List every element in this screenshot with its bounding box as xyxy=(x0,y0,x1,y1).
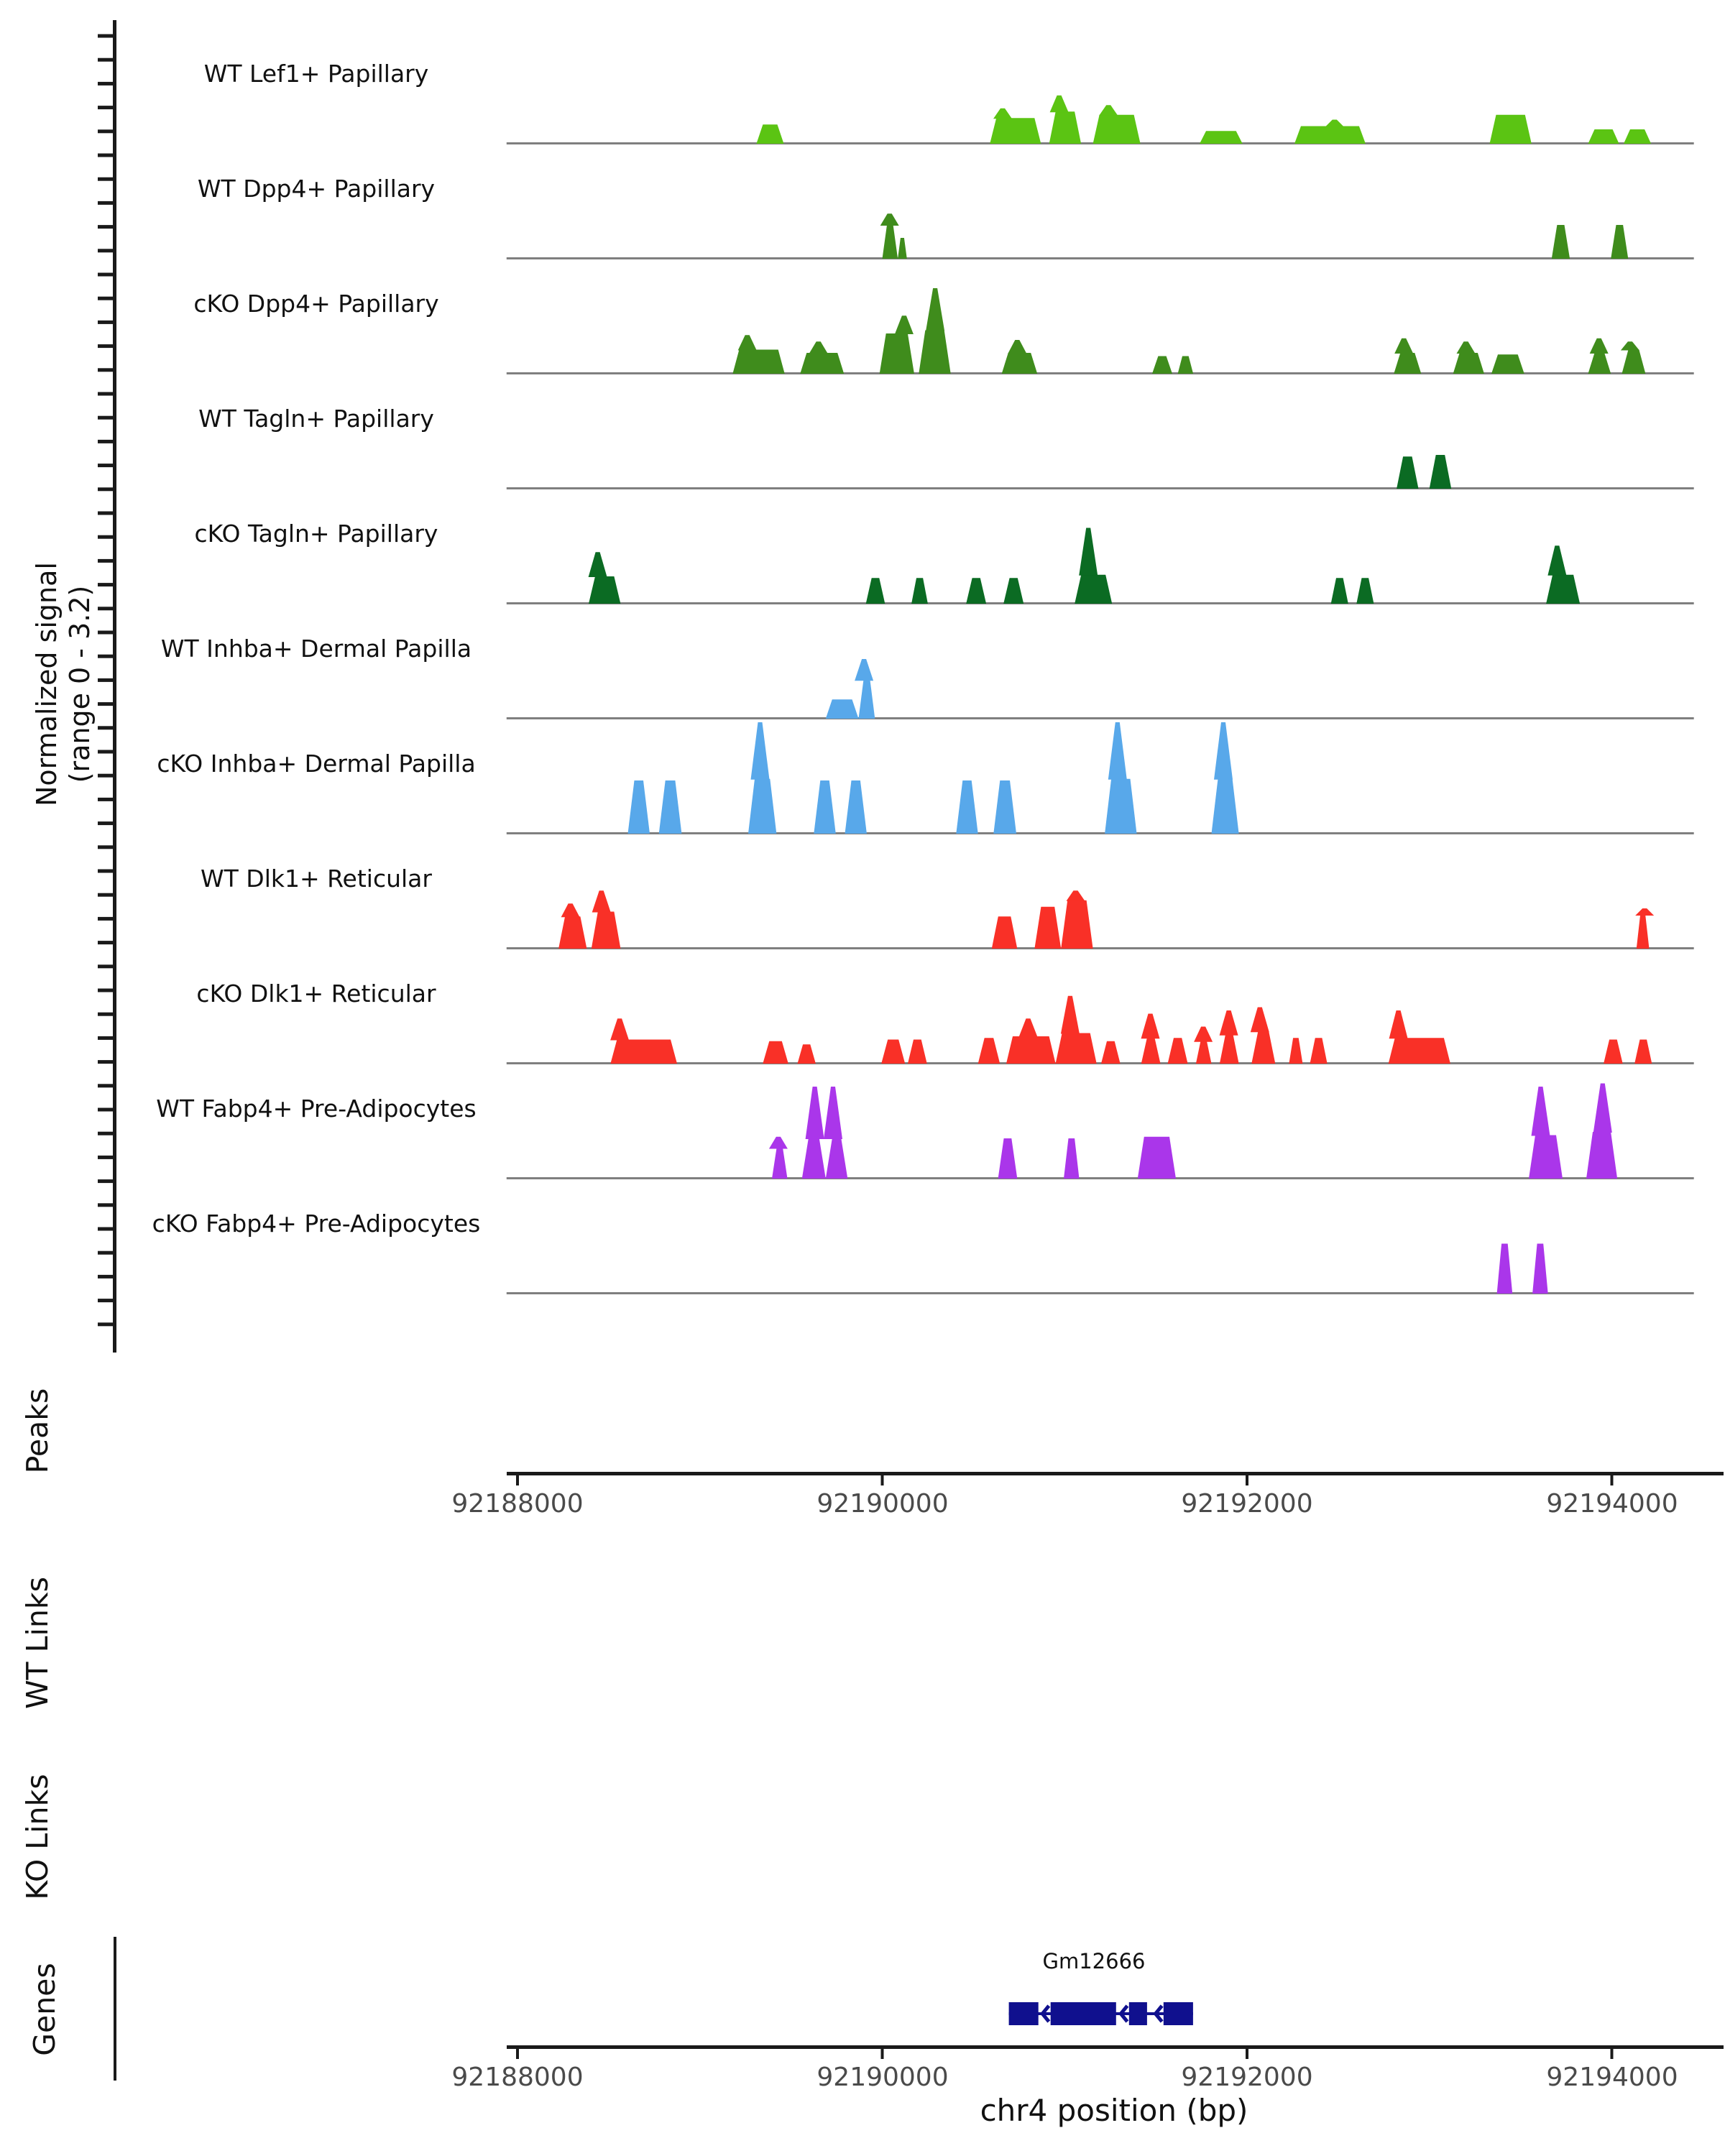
signal-axis-tick xyxy=(98,1203,114,1207)
section-label-wt-links: WT Links xyxy=(20,1577,55,1709)
track-baseline xyxy=(507,257,1694,259)
signal-axis-tick xyxy=(98,34,114,38)
signal-peak xyxy=(748,779,776,834)
signal-peak xyxy=(1006,1036,1056,1064)
signal-peak xyxy=(732,350,784,374)
signal-peak-spike xyxy=(926,288,944,331)
signal-axis-tick xyxy=(98,1251,114,1255)
signal-axis-tick xyxy=(98,1299,114,1302)
signal-peak-spike xyxy=(561,903,580,917)
track-baseline xyxy=(507,487,1694,489)
signal-axis-label-line2: (range 0 - 3.2) xyxy=(64,585,96,783)
signal-peak xyxy=(1075,575,1112,604)
signal-peak xyxy=(1289,1038,1302,1064)
signal-peak xyxy=(1200,131,1243,144)
signal-axis-tick xyxy=(98,321,114,324)
signal-peak xyxy=(1497,1244,1513,1294)
signal-peak xyxy=(1611,225,1628,259)
signal-peak-spike xyxy=(993,109,1012,119)
signal-peak-spike xyxy=(1050,96,1069,113)
signal-peak-spike xyxy=(1389,1010,1408,1038)
signal-peak xyxy=(956,780,978,834)
signal-peak-spike xyxy=(1621,341,1639,350)
signal-peak xyxy=(589,576,620,604)
signal-peak xyxy=(1034,907,1061,949)
signal-axis-line xyxy=(113,20,116,1353)
signal-peak xyxy=(859,680,875,719)
signal-peak-spike xyxy=(592,890,611,912)
signal-axis-tick xyxy=(98,941,114,944)
signal-peak xyxy=(1093,115,1141,144)
signal-peak xyxy=(919,331,950,374)
signal-axis-tick xyxy=(98,964,114,968)
signal-peak xyxy=(1588,353,1611,374)
signal-peak xyxy=(1397,456,1418,489)
signal-peak xyxy=(1490,115,1532,144)
signal-peak xyxy=(610,1040,677,1064)
track-label: WT Tagln+ Papillary xyxy=(198,405,434,433)
signal-peak xyxy=(911,578,928,604)
signal-peak xyxy=(659,780,682,834)
signal-peak-spike xyxy=(1251,1008,1269,1033)
signal-peak xyxy=(998,1138,1018,1179)
signal-peak xyxy=(966,578,986,604)
signal-peak xyxy=(800,353,844,374)
signal-peak-spike xyxy=(1394,338,1413,354)
signal-peak-spike xyxy=(1108,722,1127,780)
signal-peak xyxy=(883,225,898,259)
signal-axis-tick xyxy=(98,1275,114,1279)
signal-axis-tick xyxy=(98,702,114,706)
signal-peak xyxy=(1141,1038,1161,1064)
signal-peak xyxy=(826,699,859,719)
signal-peak xyxy=(1251,1031,1275,1064)
signal-peak xyxy=(1491,354,1524,374)
signal-peak xyxy=(1220,1035,1239,1064)
signal-peak xyxy=(1430,455,1452,489)
section-label-genes: Genes xyxy=(27,1963,62,2056)
signal-peak-spike xyxy=(1079,528,1098,576)
track-label: WT Dlk1+ Reticular xyxy=(201,865,432,893)
axis-tick-label: 92188000 xyxy=(451,2063,584,2092)
signal-peak-spike xyxy=(589,552,607,577)
track-baseline xyxy=(507,832,1694,834)
signal-peak xyxy=(1196,1041,1212,1064)
track-label: cKO Fabp4+ Pre-Adipocytes xyxy=(152,1210,481,1238)
signal-peak-spike xyxy=(806,1087,824,1139)
signal-peak xyxy=(1546,575,1580,604)
axis-tick-label: 92194000 xyxy=(1546,2063,1678,2092)
signal-peak xyxy=(1002,353,1038,374)
signal-peak xyxy=(1056,1033,1097,1064)
signal-peak-spike xyxy=(1325,120,1344,127)
track-label: WT Inhba+ Dermal Papilla xyxy=(160,635,472,663)
signal-peak xyxy=(1003,578,1024,604)
signal-peak-spike xyxy=(1194,1027,1213,1042)
signal-peak xyxy=(1588,129,1619,144)
axis-tick-label: 92188000 xyxy=(451,1489,584,1519)
signal-peak-spike xyxy=(751,722,770,780)
track-label: WT Fabp4+ Pre-Adipocytes xyxy=(156,1095,477,1123)
gene-exon xyxy=(1129,2002,1147,2025)
signal-peak xyxy=(1622,350,1646,374)
gene-exon xyxy=(1051,2002,1116,2025)
signal-axis-tick xyxy=(98,249,114,252)
signal-peak-spike xyxy=(1214,722,1233,780)
signal-peak-spike xyxy=(1141,1014,1160,1039)
genomic-axis-tick xyxy=(516,2049,519,2059)
signal-peak xyxy=(1101,1041,1121,1064)
track-baseline xyxy=(507,717,1694,719)
signal-peak xyxy=(1586,1132,1617,1179)
signal-axis-tick xyxy=(98,154,114,157)
genomic-axis-tick xyxy=(1611,1475,1614,1485)
signal-axis-tick xyxy=(98,106,114,109)
signal-axis-tick xyxy=(98,917,114,921)
signal-peak xyxy=(558,916,586,949)
signal-axis-tick xyxy=(98,464,114,467)
signal-peak xyxy=(763,1041,788,1064)
signal-peak-spike xyxy=(880,213,899,226)
signal-peak-spike xyxy=(895,315,914,334)
signal-peak xyxy=(1212,779,1239,834)
signal-axis-tick xyxy=(98,1013,114,1016)
signal-peak-spike xyxy=(1593,1084,1612,1133)
signal-axis-label xyxy=(30,375,96,993)
signal-axis-tick xyxy=(98,129,114,133)
signal-axis-tick xyxy=(98,1156,114,1159)
signal-peak xyxy=(1389,1038,1450,1064)
signal-peak xyxy=(1453,353,1484,374)
genomic-axis-tick xyxy=(881,1475,884,1485)
signal-peak xyxy=(1178,356,1194,374)
signal-peak xyxy=(592,912,621,949)
signal-peak xyxy=(1294,126,1366,144)
signal-peak xyxy=(1637,915,1650,949)
section-label-peaks: Peaks xyxy=(20,1388,55,1474)
signal-axis-tick xyxy=(98,583,114,586)
signal-axis-label-line1: Normalized signal xyxy=(30,562,63,806)
signal-peak xyxy=(908,1040,927,1064)
signal-axis-tick xyxy=(98,368,114,372)
signal-axis-tick xyxy=(98,798,114,801)
genomic-axis-line xyxy=(507,2045,1724,2049)
signal-peak-spike xyxy=(738,335,757,350)
track-label: cKO Tagln+ Papillary xyxy=(194,520,438,548)
signal-peak xyxy=(1529,1135,1563,1179)
signal-peak-spike xyxy=(1635,908,1654,916)
signal-axis-tick xyxy=(98,1060,114,1064)
signal-peak-spike xyxy=(1457,341,1476,354)
signal-axis-tick xyxy=(98,1036,114,1040)
signal-peak-spike xyxy=(1532,1087,1550,1136)
track-label: WT Dpp4+ Papillary xyxy=(197,175,436,203)
signal-peak xyxy=(992,916,1018,949)
signal-peak-spike xyxy=(824,1087,842,1139)
signal-peak xyxy=(1138,1137,1176,1179)
genomic-axis-tick xyxy=(516,1475,519,1485)
signal-peak-spike xyxy=(1019,1018,1038,1037)
signal-peak xyxy=(628,780,650,834)
signal-peak-spike xyxy=(1067,890,1085,901)
signal-axis-tick xyxy=(98,344,114,348)
track-label: cKO Inhba+ Dermal Papilla xyxy=(157,750,476,778)
signal-peak xyxy=(881,1040,905,1064)
gene-name-label: Gm12666 xyxy=(1042,1949,1146,1973)
signal-peak xyxy=(826,1138,848,1179)
signal-peak-spike xyxy=(1590,338,1609,354)
signal-peak-spike xyxy=(1008,340,1026,354)
signal-peak xyxy=(990,118,1041,144)
track-baseline xyxy=(507,1292,1694,1294)
section-label-ko-links: KO Links xyxy=(20,1774,55,1900)
genomic-axis-line xyxy=(507,1472,1724,1475)
track-label: cKO Dlk1+ Reticular xyxy=(196,980,436,1008)
axis-tick-label: 92190000 xyxy=(816,2063,949,2092)
signal-axis-tick xyxy=(98,1322,114,1326)
signal-axis-tick xyxy=(98,678,114,682)
signal-peak xyxy=(1049,111,1081,144)
signal-peak xyxy=(1394,353,1421,374)
signal-axis-tick xyxy=(98,559,114,563)
signal-peak xyxy=(1152,356,1172,374)
signal-axis-tick xyxy=(98,607,114,610)
signal-peak xyxy=(1105,779,1136,834)
signal-axis-tick xyxy=(98,273,114,277)
signal-axis-tick xyxy=(98,1132,114,1135)
signal-peak xyxy=(1532,1244,1548,1294)
signal-peak xyxy=(845,780,867,834)
genomic-axis-tick xyxy=(1611,2049,1614,2059)
axis-tick-label: 92192000 xyxy=(1181,2063,1313,2092)
signal-peak xyxy=(898,238,907,259)
signal-peak xyxy=(1552,225,1570,259)
track-label: cKO Dpp4+ Papillary xyxy=(193,290,439,318)
signal-peak xyxy=(866,578,886,604)
signal-peak xyxy=(772,1148,788,1179)
axis-tick-label: 92192000 xyxy=(1181,1489,1313,1519)
signal-peak-spike xyxy=(1061,996,1080,1034)
signal-axis-tick xyxy=(98,821,114,825)
signal-axis-tick xyxy=(98,225,114,229)
signal-peak xyxy=(802,1138,826,1179)
signal-axis-tick xyxy=(98,392,114,396)
signal-peak xyxy=(756,124,783,144)
genomic-axis-tick xyxy=(1246,1475,1248,1485)
gene-exon xyxy=(1009,2002,1039,2025)
signal-axis-tick xyxy=(98,440,114,443)
signal-peak xyxy=(880,333,914,374)
signal-axis-tick xyxy=(98,845,114,849)
signal-peak-spike xyxy=(809,341,828,354)
signal-peak xyxy=(1331,578,1348,604)
signal-peak xyxy=(1310,1038,1328,1064)
signal-axis-tick xyxy=(98,893,114,897)
x-axis-title: chr4 position (bp) xyxy=(980,2093,1248,2128)
signal-peak xyxy=(798,1044,816,1064)
signal-peak-spike xyxy=(1220,1010,1238,1036)
signal-peak xyxy=(1356,578,1374,604)
signal-peak-spike xyxy=(1547,545,1566,576)
signal-peak-spike xyxy=(769,1137,788,1149)
signal-peak xyxy=(814,780,836,834)
genomic-axis-tick xyxy=(881,2049,884,2059)
gene-exon xyxy=(1164,2002,1193,2025)
signal-axis-tick xyxy=(98,726,114,729)
signal-peak-spike xyxy=(855,659,873,681)
signal-peak xyxy=(1064,1138,1080,1179)
track-baseline xyxy=(507,947,1694,949)
signal-peak xyxy=(993,780,1016,834)
track-baseline xyxy=(507,1177,1694,1179)
signal-axis-tick xyxy=(98,512,114,515)
signal-peak xyxy=(1168,1038,1188,1064)
signal-axis-tick xyxy=(98,1179,114,1183)
signal-peak xyxy=(1604,1040,1623,1064)
signal-peak-spike xyxy=(1099,105,1118,116)
signal-axis-tick xyxy=(98,1084,114,1087)
signal-axis-tick xyxy=(98,487,114,491)
signal-peak xyxy=(1634,1040,1652,1064)
axis-tick-label: 92190000 xyxy=(816,1489,949,1519)
genes-axis-line xyxy=(114,1937,116,2081)
signal-peak xyxy=(978,1038,1000,1064)
signal-peak xyxy=(1624,129,1651,144)
signal-peak xyxy=(1061,900,1092,949)
track-label: WT Lef1+ Papillary xyxy=(203,60,429,88)
track-baseline xyxy=(507,1062,1694,1064)
axis-tick-label: 92194000 xyxy=(1546,1489,1678,1519)
signal-axis-tick xyxy=(98,631,114,635)
genomic-axis-tick xyxy=(1246,2049,1248,2059)
signal-peak-spike xyxy=(610,1018,629,1040)
